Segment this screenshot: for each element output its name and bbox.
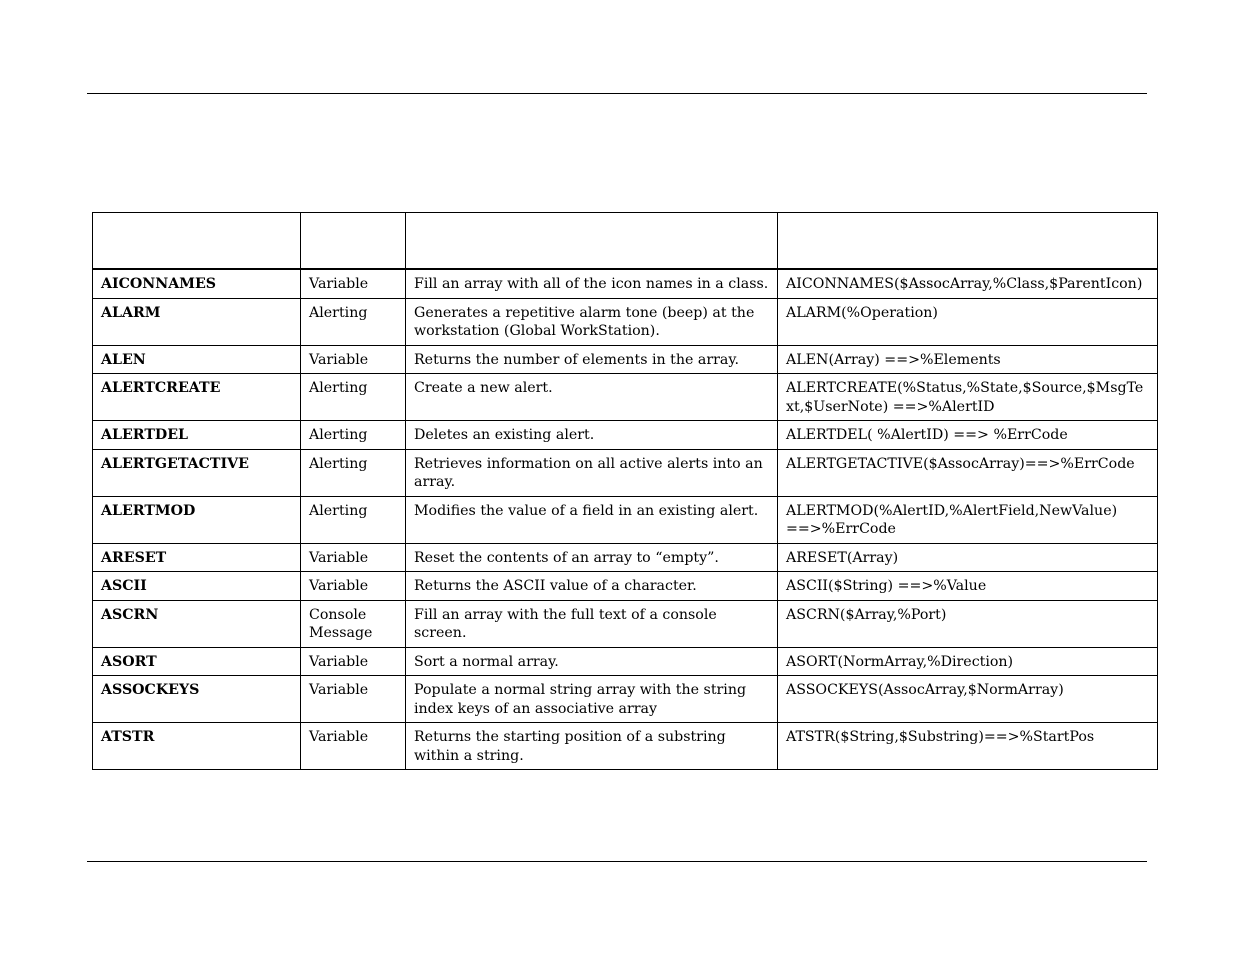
function-description: Returns the ASCII value of a character. [406, 572, 778, 601]
function-category: Variable [301, 543, 406, 572]
table-row [93, 449, 1158, 496]
function-name: ASCII [93, 572, 301, 601]
table-row [93, 269, 1158, 298]
function-syntax: ATSTR($String,$Substring)==>%StartPos [778, 723, 1158, 770]
function-name: ASCRN [93, 600, 301, 647]
function-description: Reset the contents of an array to “empty”. [406, 543, 778, 572]
function-category: Alerting [301, 449, 406, 496]
function-category: Variable [301, 269, 406, 298]
function-syntax: ALERTDEL( %AlertID) ==> %ErrCode [778, 421, 1158, 450]
header-cell-syntax [778, 213, 1158, 270]
footer-rule [87, 861, 1147, 862]
function-description: Returns the starting position of a substring within a string. [406, 723, 778, 770]
function-syntax: ASORT(NormArray,%Direction) [778, 647, 1158, 676]
function-syntax: ALERTGETACTIVE($AssocArray)==>%ErrCode [778, 449, 1158, 496]
function-syntax [778, 496, 1158, 543]
function-name: ALERTDEL [93, 421, 301, 450]
function-category: Variable [301, 572, 406, 601]
table-row [93, 600, 1158, 647]
function-syntax: ALARM(%Operation) [778, 298, 1158, 345]
function-category: Alerting [301, 298, 406, 345]
function-description: Deletes an existing alert. [406, 421, 778, 450]
function-syntax: AICONNAMES($AssocArray,%Class,$ParentIcon) [778, 269, 1158, 298]
table-row [93, 572, 1158, 601]
function-category-line: Message [309, 625, 373, 641]
table-row [93, 723, 1158, 770]
function-description: Populate a normal string array with the string index keys of an associative array [406, 676, 778, 723]
table-row [93, 496, 1158, 543]
function-description: Fill an array with the full text of a console screen. [406, 600, 778, 647]
header-cell-description [406, 213, 778, 270]
table-row [93, 421, 1158, 450]
function-name: ALARM [93, 298, 301, 345]
table-row [93, 345, 1158, 374]
header-cell-name [93, 213, 301, 270]
function-category: Variable [301, 345, 406, 374]
function-category: Alerting [301, 421, 406, 450]
function-description: Retrieves information on all active alerts into an array. [406, 449, 778, 496]
table-row [93, 298, 1158, 345]
function-category: Variable [301, 676, 406, 723]
table-row [93, 647, 1158, 676]
function-syntax: ALEN(Array) ==>%Elements [778, 345, 1158, 374]
function-syntax: ASCII($String) ==>%Value [778, 572, 1158, 601]
function-name: ARESET [93, 543, 301, 572]
function-name: ALERTMOD [93, 496, 301, 543]
function-syntax-line: ALERTMOD(%AlertID,%AlertField,NewValue) [786, 502, 1118, 519]
function-category [301, 600, 406, 647]
table-row [93, 374, 1158, 421]
function-description: Fill an array with all of the icon names in a class. [406, 269, 778, 298]
function-name: ASSOCKEYS [93, 676, 301, 723]
function-name: AICONNAMES [93, 269, 301, 298]
function-category: Variable [301, 723, 406, 770]
function-syntax: ARESET(Array) [778, 543, 1158, 572]
function-name: ALERTCREATE [93, 374, 301, 421]
function-syntax: ASSOCKEYS(AssocArray,$NormArray) [778, 676, 1158, 723]
table-row [93, 676, 1158, 723]
function-description: Create a new alert. [406, 374, 778, 421]
table-header-row [93, 213, 1158, 270]
function-syntax-line: ==>%ErrCode [786, 521, 896, 537]
function-category-line: Console [309, 606, 367, 623]
header-rule [87, 93, 1147, 94]
function-category: Variable [301, 647, 406, 676]
function-description: Modifies the value of a field in an existing alert. [406, 496, 778, 543]
function-description: Returns the number of elements in the array. [406, 345, 778, 374]
function-syntax: ASCRN($Array,%Port) [778, 600, 1158, 647]
function-name: ALERTGETACTIVE [93, 449, 301, 496]
function-category: Alerting [301, 496, 406, 543]
function-name: ASORT [93, 647, 301, 676]
function-name: ALEN [93, 345, 301, 374]
function-table [92, 212, 1158, 770]
function-description: Generates a repetitive alarm tone (beep) at the workstation (Global WorkStation). [406, 298, 778, 345]
function-category: Alerting [301, 374, 406, 421]
function-name: ATSTR [93, 723, 301, 770]
header-cell-category [301, 213, 406, 270]
function-description: Sort a normal array. [406, 647, 778, 676]
function-syntax: ALERTCREATE(%Status,%State,$Source,$MsgText,$UserNote) ==>%AlertID [778, 374, 1158, 421]
table-row [93, 543, 1158, 572]
